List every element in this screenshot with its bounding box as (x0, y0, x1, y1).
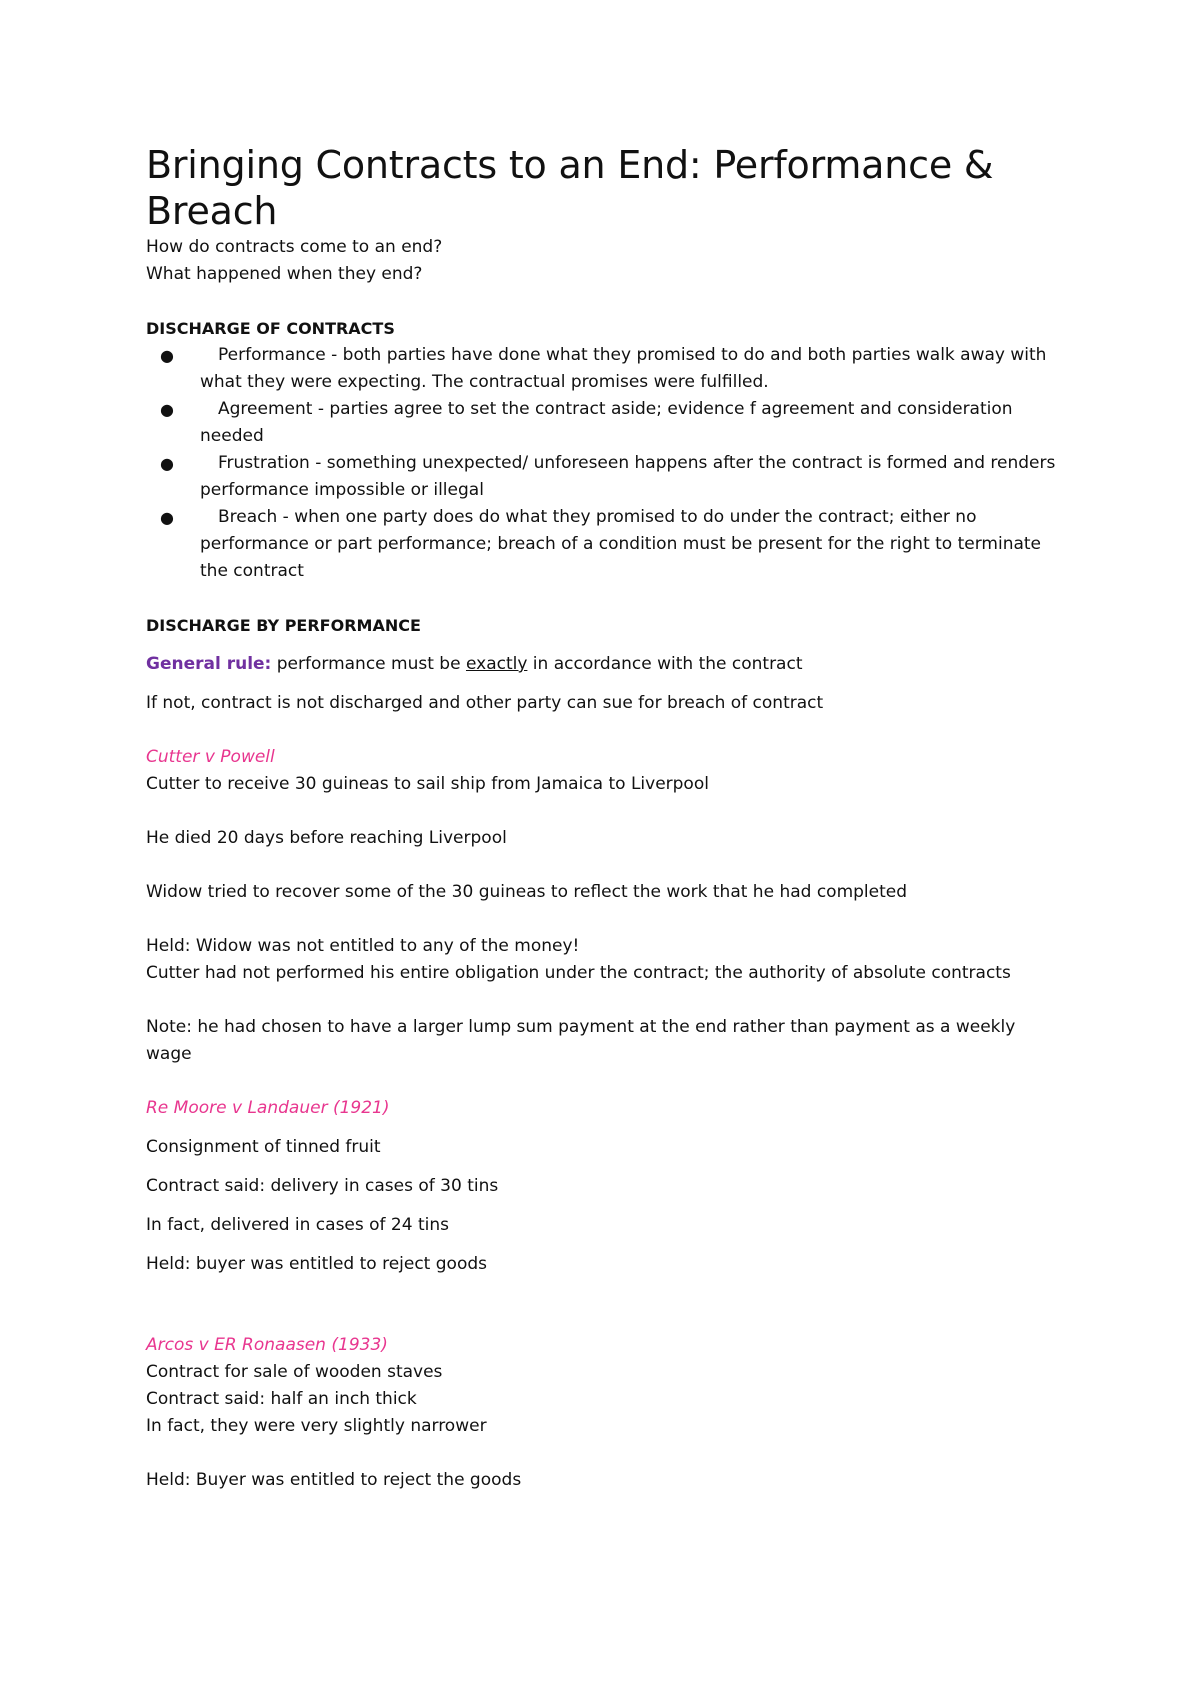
general-rule-emphasis: exactly (465, 654, 528, 674)
moore-line-3: In fact, delivered in cases of 24 tins (146, 1215, 449, 1235)
document-page (146, 142, 1066, 1494)
discharge-by-performance-heading: DISCHARGE BY PERFORMANCE (146, 616, 421, 635)
case-name-moore: Re Moore v Landauer (1921) (146, 1098, 390, 1118)
general-rule-text-pre: performance must be (271, 654, 466, 674)
bullet-icon: ● (160, 400, 174, 419)
list-item (146, 396, 1066, 450)
arcos-line-3: In fact, they were very slightly narrower (146, 1416, 487, 1436)
if-not-line: If not, contract is not discharged and other party can sue for breach of contract (146, 693, 824, 713)
page-title: Bringing Contracts to an End: Performance & Breach (146, 143, 994, 233)
bullet-icon: ● (160, 508, 174, 527)
cutter-held-1: Held: Widow was not entitled to any of the money! (146, 936, 580, 956)
list-item-text: Frustration - something unexpected/ unforeseen happens after the contract is formed and renders performance impossible or illegal (200, 453, 1056, 500)
list-item (146, 450, 1066, 504)
general-rule-label: General rule: (146, 654, 272, 674)
bullet-icon: ● (160, 346, 174, 365)
general-rule-text-post: in accordance with the contract (527, 654, 803, 674)
cutter-note: Note: he had chosen to have a larger lump sum payment at the end rather than payment as a weekly wage (146, 1017, 1016, 1064)
intro-line-1: How do contracts come to an end? (146, 237, 443, 257)
list-item (146, 342, 1066, 396)
moore-line-1: Consignment of tinned fruit (146, 1137, 381, 1157)
list-item-text: Performance - both parties have done what they promised to do and both parties walk away with what they were expecting. The contractual promises were fulfilled. (200, 345, 1047, 392)
list-item-text: Breach - when one party does do what they promised to do under the contract; either no performance or part performance; breach of a condition must be present for the right to terminate the contract (200, 507, 1042, 581)
case-name-arcos: Arcos v ER Ronaasen (1933) (146, 1335, 388, 1355)
bullet-icon: ● (160, 454, 174, 473)
cutter-held-2: Cutter had not performed his entire obligation under the contract; the authority of absolute contracts (146, 963, 1011, 983)
moore-line-2: Contract said: delivery in cases of 30 tins (146, 1176, 499, 1196)
discharge-of-contracts-heading: DISCHARGE OF CONTRACTS (146, 319, 395, 338)
intro-line-2: What happened when they end? (146, 264, 423, 284)
list-item-text: Agreement - parties agree to set the contract aside; evidence f agreement and consideration needed (200, 399, 1013, 446)
case-name-cutter: Cutter v Powell (146, 747, 275, 767)
list-item (146, 504, 1066, 585)
cutter-line-2: He died 20 days before reaching Liverpool (146, 828, 507, 848)
arcos-line-1: Contract for sale of wooden staves (146, 1362, 443, 1382)
general-rule-line (146, 651, 1066, 678)
arcos-held: Held: Buyer was entitled to reject the goods (146, 1470, 522, 1490)
cutter-line-3: Widow tried to recover some of the 30 guineas to reflect the work that he had completed (146, 882, 908, 902)
cutter-line-1: Cutter to receive 30 guineas to sail ship from Jamaica to Liverpool (146, 774, 709, 794)
arcos-line-2: Contract said: half an inch thick (146, 1389, 417, 1409)
discharge-methods-list (146, 342, 1066, 585)
moore-held: Held: buyer was entitled to reject goods (146, 1254, 487, 1274)
